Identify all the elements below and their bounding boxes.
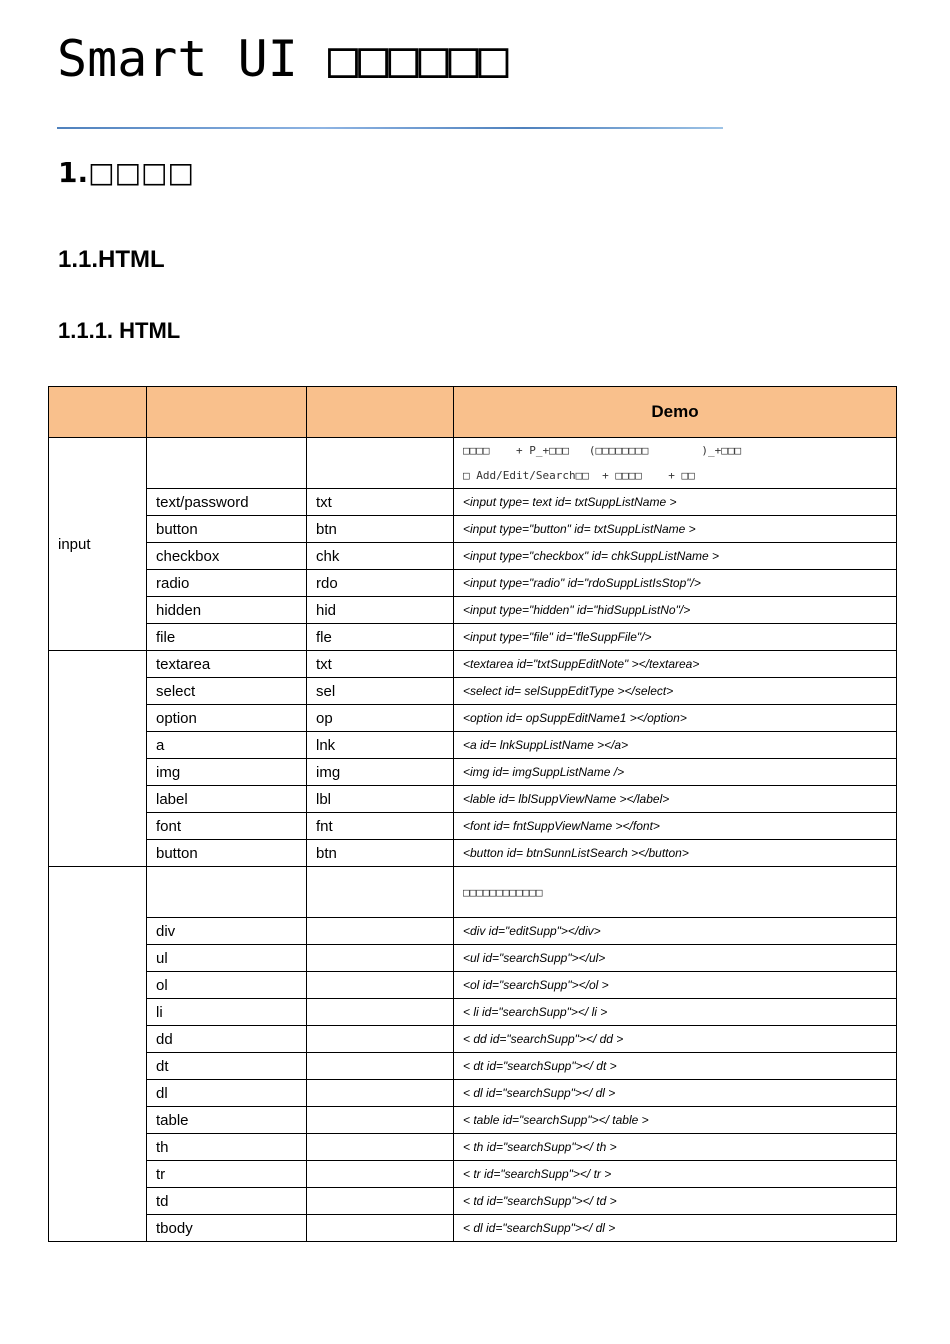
table-row <box>49 1080 897 1107</box>
group-label-cell <box>49 651 147 867</box>
cell-demo: <ol id="searchSupp"></ol > <box>454 972 897 999</box>
table-row <box>49 1188 897 1215</box>
cell-demo: <ul id="searchSupp"></ul> <box>454 945 897 972</box>
cell-prefix: lbl <box>307 786 454 813</box>
cell-demo: < dd id="searchSupp"></ dd > <box>454 1026 897 1053</box>
table-row <box>49 705 897 732</box>
cell-demo: <input type= text id= txtSuppListName > <box>454 489 897 516</box>
cell-prefix <box>307 1215 454 1242</box>
cell-element: dl <box>147 1080 307 1107</box>
cell-prefix <box>307 1053 454 1080</box>
cell-demo: < table id="searchSupp"></ table > <box>454 1107 897 1134</box>
table-row <box>49 1026 897 1053</box>
cell-demo: < td id="searchSupp"></ td > <box>454 1188 897 1215</box>
cell-demo: <input type="file" id="fleSuppFile"/> <box>454 624 897 651</box>
table-row <box>49 1134 897 1161</box>
cell-demo: < dl id="searchSupp"></ dl > <box>454 1215 897 1242</box>
table-row <box>49 624 897 651</box>
cell-demo: <img id= imgSuppListName /> <box>454 759 897 786</box>
cell-element: text/password <box>147 489 307 516</box>
cell-prefix: fle <box>307 624 454 651</box>
cell-element: ul <box>147 945 307 972</box>
cell-element: checkbox <box>147 543 307 570</box>
heading-2: 1.1.HTML <box>58 246 165 273</box>
cell-prefix: hid <box>307 597 454 624</box>
table-row <box>49 918 897 945</box>
cell-element: font <box>147 813 307 840</box>
heading-3: 1.1.1. HTML <box>58 318 181 343</box>
table-row <box>49 516 897 543</box>
cell-demo: < li id="searchSupp"></ li > <box>454 999 897 1026</box>
table-row <box>49 678 897 705</box>
table-row <box>49 786 897 813</box>
cell-demo: <a id= lnkSuppListName ></a> <box>454 732 897 759</box>
table-row <box>49 1107 897 1134</box>
cell-element: option <box>147 705 307 732</box>
cell-demo: <input type="button" id= txtSuppListName > <box>454 516 897 543</box>
table-row <box>49 813 897 840</box>
cell-element: table <box>147 1107 307 1134</box>
header-cell-1 <box>49 387 147 438</box>
table-row <box>49 651 897 678</box>
note-empty-cell <box>147 867 307 918</box>
note-empty-cell <box>307 867 454 918</box>
cell-demo: <input type="radio" id="rdoSuppListIsStop"/> <box>454 570 897 597</box>
table-row <box>49 570 897 597</box>
cell-prefix: img <box>307 759 454 786</box>
cell-demo: < dl id="searchSupp"></ dl > <box>454 1080 897 1107</box>
cell-prefix <box>307 1080 454 1107</box>
cell-demo: <input type="checkbox" id= chkSuppListName > <box>454 543 897 570</box>
table-row <box>49 489 897 516</box>
cell-prefix: txt <box>307 651 454 678</box>
cell-demo: <select id= selSuppEditType ></select> <box>454 678 897 705</box>
cell-element: hidden <box>147 597 307 624</box>
cell-demo: < th id="searchSupp"></ th > <box>454 1134 897 1161</box>
heading-1: 1.□□□□ <box>58 156 194 189</box>
group-label-cell: input <box>49 438 147 651</box>
note-empty-cell <box>147 438 307 489</box>
table-row <box>49 840 897 867</box>
cell-element: select <box>147 678 307 705</box>
table-row <box>49 438 897 489</box>
cell-prefix: rdo <box>307 570 454 597</box>
cell-prefix: op <box>307 705 454 732</box>
cell-prefix: sel <box>307 678 454 705</box>
table-row <box>49 1215 897 1242</box>
table-header <box>49 387 897 438</box>
header-cell-demo: Demo <box>454 387 897 438</box>
cell-element: textarea <box>147 651 307 678</box>
table-body <box>49 438 897 1242</box>
cell-prefix: btn <box>307 516 454 543</box>
group-label-cell <box>49 867 147 1242</box>
document-title: Smart UI □□□□□□ <box>57 30 509 88</box>
cell-prefix: btn <box>307 840 454 867</box>
header-cell-2 <box>147 387 307 438</box>
group-note-cell: □□□□□□□□□□□□ <box>454 867 897 918</box>
cell-element: tr <box>147 1161 307 1188</box>
cell-element: label <box>147 786 307 813</box>
cell-element: dd <box>147 1026 307 1053</box>
cell-demo: <div id="editSupp"></div> <box>454 918 897 945</box>
cell-prefix: fnt <box>307 813 454 840</box>
cell-element: td <box>147 1188 307 1215</box>
cell-element: li <box>147 999 307 1026</box>
cell-element: th <box>147 1134 307 1161</box>
table-row <box>49 945 897 972</box>
cell-demo: < dt id="searchSupp"></ dt > <box>454 1053 897 1080</box>
cell-prefix: txt <box>307 489 454 516</box>
cell-demo: <textarea id="txtSuppEditNote" ></textarea> <box>454 651 897 678</box>
cell-element: file <box>147 624 307 651</box>
naming-table <box>48 386 897 1242</box>
table-row <box>49 759 897 786</box>
cell-element: div <box>147 918 307 945</box>
header-cell-3 <box>307 387 454 438</box>
table-row <box>49 1053 897 1080</box>
cell-demo: <lable id= lblSuppViewName ></label> <box>454 786 897 813</box>
cell-element: tbody <box>147 1215 307 1242</box>
cell-element: ol <box>147 972 307 999</box>
cell-demo: < tr id="searchSupp"></ tr > <box>454 1161 897 1188</box>
cell-prefix <box>307 999 454 1026</box>
cell-demo: <button id= btnSunnListSearch ></button> <box>454 840 897 867</box>
cell-prefix <box>307 945 454 972</box>
table-row <box>49 732 897 759</box>
cell-element: a <box>147 732 307 759</box>
cell-prefix <box>307 1026 454 1053</box>
cell-prefix: chk <box>307 543 454 570</box>
table-row <box>49 597 897 624</box>
cell-prefix <box>307 1134 454 1161</box>
title-divider <box>57 127 723 129</box>
cell-element: dt <box>147 1053 307 1080</box>
cell-element: img <box>147 759 307 786</box>
table-row <box>49 867 897 918</box>
table-row <box>49 999 897 1026</box>
table-row <box>49 543 897 570</box>
cell-element: button <box>147 840 307 867</box>
cell-prefix <box>307 972 454 999</box>
cell-demo: <option id= opSuppEditName1 ></option> <box>454 705 897 732</box>
cell-element: button <box>147 516 307 543</box>
cell-element: radio <box>147 570 307 597</box>
cell-prefix: lnk <box>307 732 454 759</box>
header-row <box>49 387 897 438</box>
cell-prefix <box>307 1107 454 1134</box>
table-row <box>49 972 897 999</box>
cell-prefix <box>307 1188 454 1215</box>
cell-demo: <input type="hidden" id="hidSuppListNo"/> <box>454 597 897 624</box>
group-note-cell: □□□□ + P_+□□□ (□□□□□□□□ )_+□□□ □ Add/Edit/Search□□ + □□□□ + □□ <box>454 438 897 489</box>
cell-prefix <box>307 918 454 945</box>
table-row <box>49 1161 897 1188</box>
cell-prefix <box>307 1161 454 1188</box>
note-empty-cell <box>307 438 454 489</box>
cell-demo: <font id= fntSuppViewName ></font> <box>454 813 897 840</box>
